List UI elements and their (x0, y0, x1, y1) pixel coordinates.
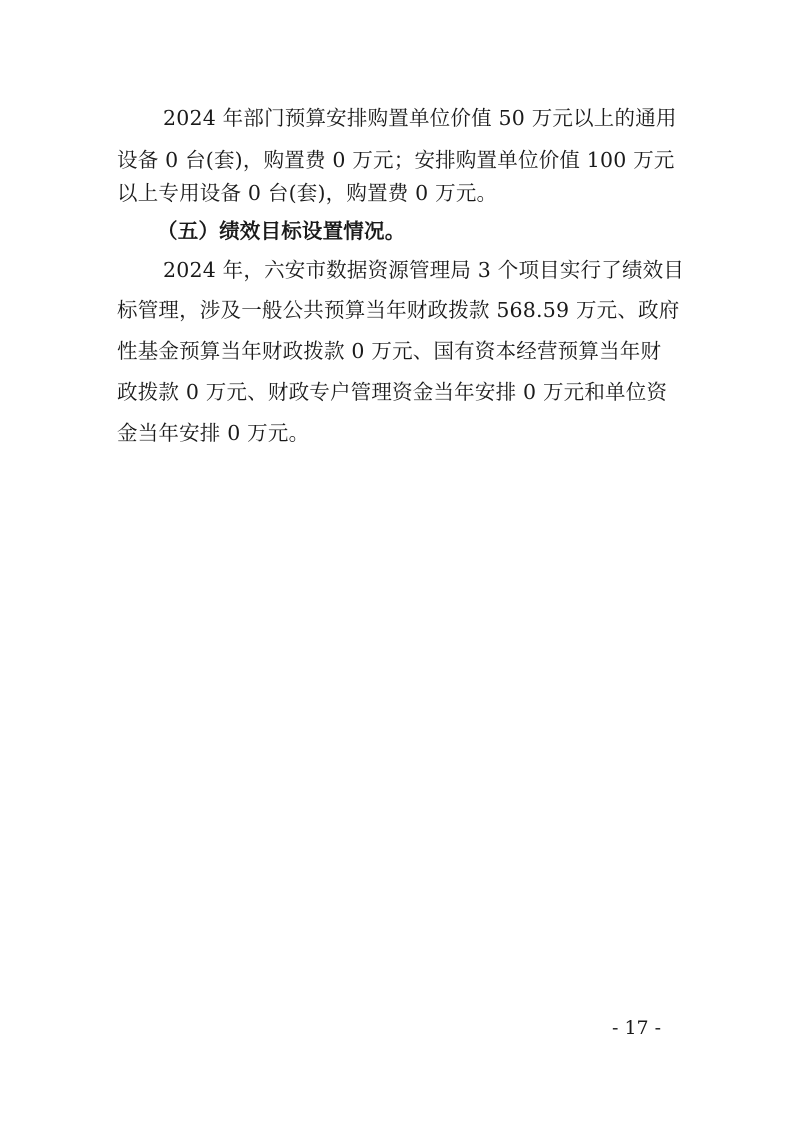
paragraph-line: 标管理，涉及一般公共预算当年财政拨款 568.59 万元、政府 (117, 298, 680, 322)
paragraph-line: 2024 年，六安市数据资源管理局 3 个项目实行了绩效目 (163, 258, 685, 282)
paragraph-line: 性基金预算当年财政拨款 0 万元、国有资本经营预算当年财 (117, 339, 662, 363)
page-number: - 17 - (612, 1017, 662, 1039)
paragraph-line: 金当年安排 0 万元。 (117, 421, 310, 445)
paragraph-line: 政拨款 0 万元、财政专户管理资金当年安排 0 万元和单位资 (117, 380, 668, 404)
paragraph-line: 以上专用设备 0 台(套)，购置费 0 万元。 (117, 181, 498, 205)
paragraph-line: 设备 0 台(套)，购置费 0 万元；安排购置单位价值 100 万元 (117, 148, 675, 172)
section-heading: （五）绩效目标设置情况。 (157, 219, 406, 243)
paragraph-line: 2024 年部门预算安排购置单位价值 50 万元以上的通用 (163, 106, 677, 130)
